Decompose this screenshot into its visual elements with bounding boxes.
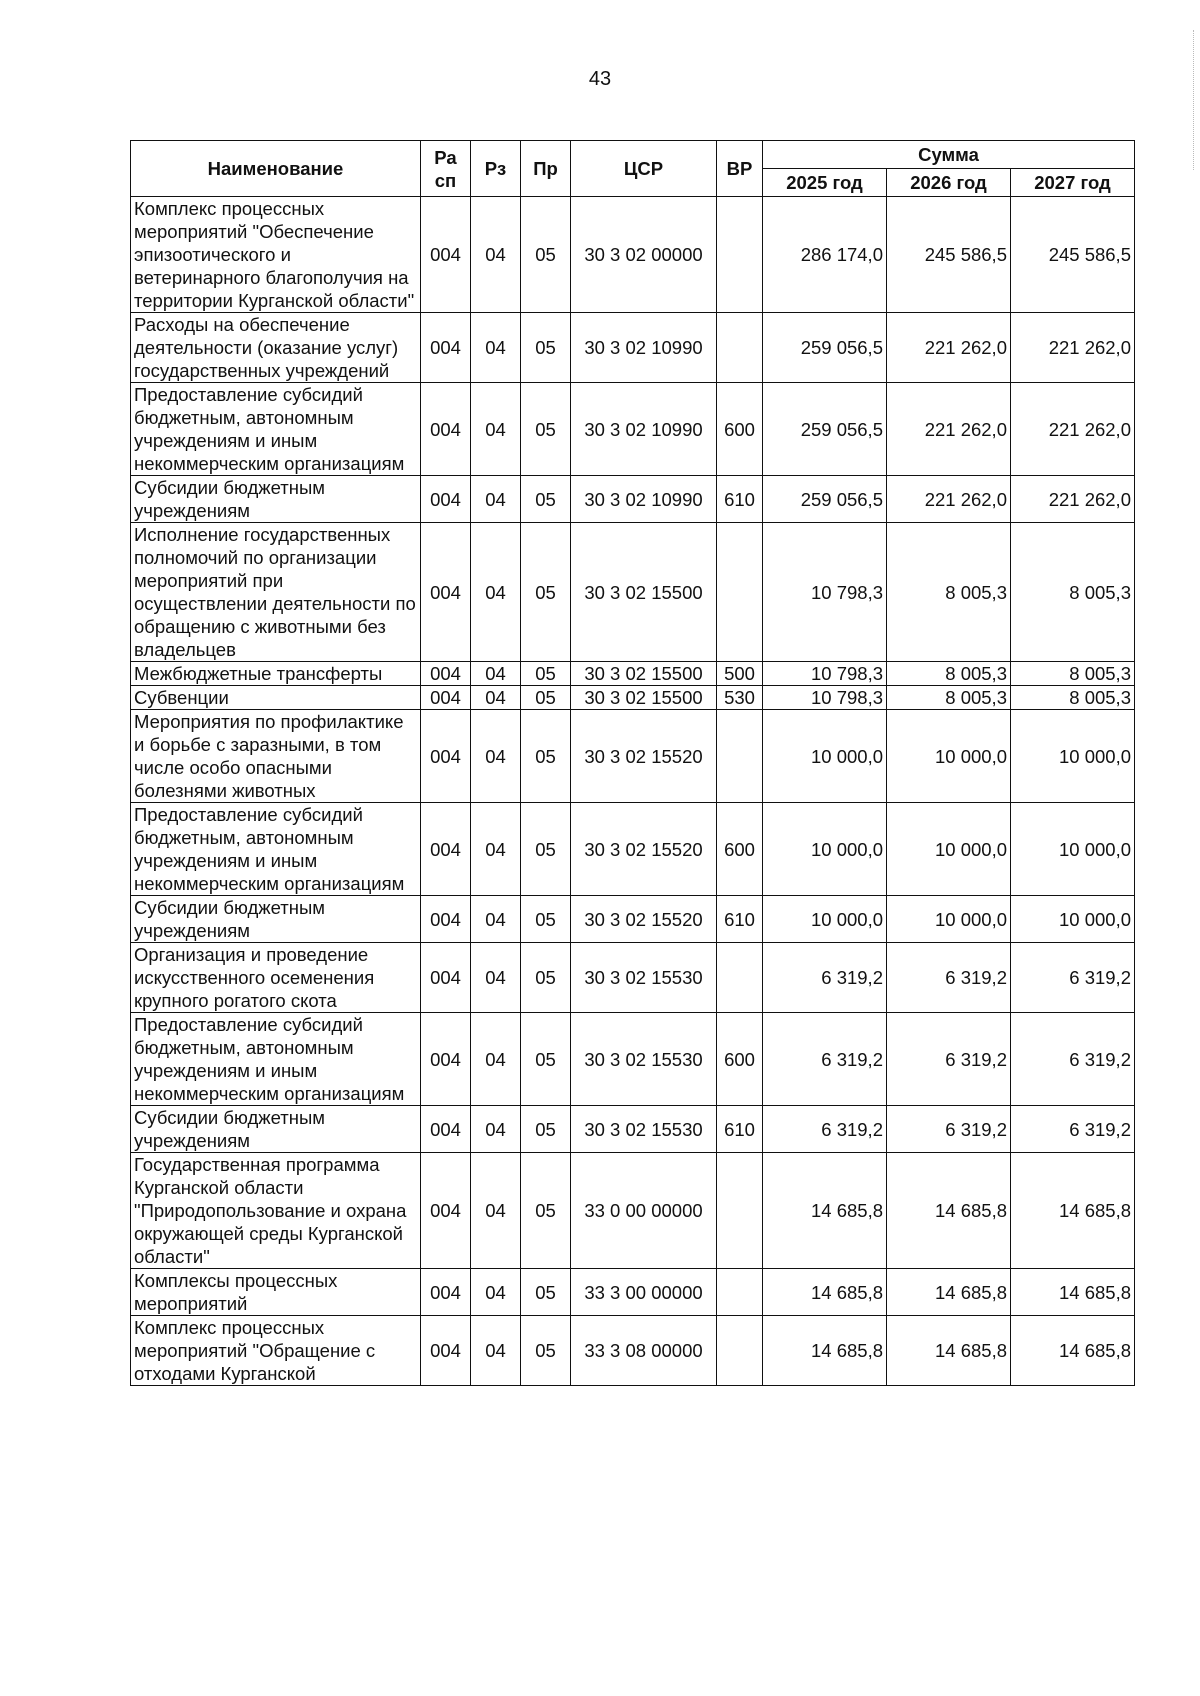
cell-2025: 10 000,0 <box>763 710 887 803</box>
cell-rasp: 004 <box>421 686 471 710</box>
cell-rasp: 004 <box>421 803 471 896</box>
cell-vr <box>717 943 763 1013</box>
cell-vr <box>717 1153 763 1269</box>
cell-name: Субсидии бюджетным учреждениям <box>131 1106 421 1153</box>
cell-rasp: 004 <box>421 1316 471 1386</box>
cell-csr: 30 3 02 15530 <box>571 1106 717 1153</box>
cell-pr: 05 <box>521 383 571 476</box>
cell-rasp: 004 <box>421 1106 471 1153</box>
cell-2027: 221 262,0 <box>1011 383 1135 476</box>
cell-vr <box>717 197 763 313</box>
header-rasp-bottom: сп <box>434 169 457 191</box>
table-row <box>131 1013 1135 1106</box>
header-pr: Пр <box>521 141 571 197</box>
cell-name: Расходы на обеспечение деятельности (оказание услуг) государственных учреждений <box>131 313 421 383</box>
cell-name: Предоставление субсидий бюджетным, автономным учреждениям и иным некоммерческим организациям <box>131 803 421 896</box>
cell-2027: 14 685,8 <box>1011 1316 1135 1386</box>
table-row <box>131 896 1135 943</box>
table-row <box>131 476 1135 523</box>
budget-table <box>130 140 1135 1386</box>
cell-rasp: 004 <box>421 197 471 313</box>
cell-rasp: 004 <box>421 313 471 383</box>
cell-csr: 33 3 00 00000 <box>571 1269 717 1316</box>
cell-rasp: 004 <box>421 1153 471 1269</box>
cell-pr: 05 <box>521 1013 571 1106</box>
cell-name: Субсидии бюджетным учреждениям <box>131 896 421 943</box>
cell-rasp: 004 <box>421 662 471 686</box>
cell-rasp: 004 <box>421 943 471 1013</box>
table-row <box>131 710 1135 803</box>
cell-name: Комплексы процессных мероприятий <box>131 1269 421 1316</box>
cell-csr: 30 3 02 15530 <box>571 1013 717 1106</box>
cell-2026: 14 685,8 <box>887 1153 1011 1269</box>
table-row <box>131 943 1135 1013</box>
cell-vr <box>717 710 763 803</box>
header-2025: 2025 год <box>763 169 887 197</box>
cell-2025: 259 056,5 <box>763 476 887 523</box>
cell-pr: 05 <box>521 313 571 383</box>
page-number: 43 <box>588 68 612 90</box>
cell-rz: 04 <box>471 710 521 803</box>
cell-2027: 14 685,8 <box>1011 1269 1135 1316</box>
cell-pr: 05 <box>521 1106 571 1153</box>
cell-rz: 04 <box>471 523 521 662</box>
cell-2027: 10 000,0 <box>1011 896 1135 943</box>
cell-vr <box>717 313 763 383</box>
cell-rasp: 004 <box>421 896 471 943</box>
table-row <box>131 662 1135 686</box>
cell-csr: 30 3 02 15500 <box>571 523 717 662</box>
cell-pr: 05 <box>521 523 571 662</box>
cell-pr: 05 <box>521 476 571 523</box>
table-body <box>131 197 1135 1386</box>
header-rasp <box>421 141 471 197</box>
cell-2026: 14 685,8 <box>887 1269 1011 1316</box>
cell-2026: 6 319,2 <box>887 1106 1011 1153</box>
header-vr: ВР <box>717 141 763 197</box>
cell-2026: 245 586,5 <box>887 197 1011 313</box>
cell-vr: 610 <box>717 896 763 943</box>
cell-2026: 14 685,8 <box>887 1316 1011 1386</box>
cell-csr: 30 3 02 15530 <box>571 943 717 1013</box>
cell-vr <box>717 1316 763 1386</box>
cell-2027: 6 319,2 <box>1011 1013 1135 1106</box>
table-row <box>131 1316 1135 1386</box>
header-name: Наименование <box>131 141 421 197</box>
table-row <box>131 313 1135 383</box>
header-rasp-top: Ра <box>434 146 457 168</box>
cell-2027: 6 319,2 <box>1011 943 1135 1013</box>
cell-rz: 04 <box>471 1269 521 1316</box>
cell-vr: 600 <box>717 1013 763 1106</box>
table-row <box>131 803 1135 896</box>
cell-rasp: 004 <box>421 523 471 662</box>
cell-csr: 33 3 08 00000 <box>571 1316 717 1386</box>
cell-vr: 610 <box>717 1106 763 1153</box>
cell-2026: 10 000,0 <box>887 896 1011 943</box>
table-header <box>131 141 1135 197</box>
cell-name: Государственная программа Курганской области "Природопользование и охрана окружающей среды Курганской области" <box>131 1153 421 1269</box>
cell-csr: 30 3 02 00000 <box>571 197 717 313</box>
cell-rz: 04 <box>471 662 521 686</box>
cell-rz: 04 <box>471 943 521 1013</box>
header-csr: ЦСР <box>571 141 717 197</box>
cell-2025: 6 319,2 <box>763 1013 887 1106</box>
scan-artifact <box>1193 30 1196 170</box>
cell-pr: 05 <box>521 943 571 1013</box>
table-row <box>131 686 1135 710</box>
cell-2027: 14 685,8 <box>1011 1153 1135 1269</box>
cell-rz: 04 <box>471 896 521 943</box>
cell-rz: 04 <box>471 686 521 710</box>
table-row <box>131 383 1135 476</box>
cell-rasp: 004 <box>421 710 471 803</box>
cell-pr: 05 <box>521 710 571 803</box>
cell-csr: 30 3 02 15500 <box>571 662 717 686</box>
cell-rz: 04 <box>471 1316 521 1386</box>
table-row <box>131 197 1135 313</box>
header-sum: Сумма <box>763 141 1135 169</box>
cell-vr: 600 <box>717 803 763 896</box>
header-rz: Рз <box>471 141 521 197</box>
table-row <box>131 1269 1135 1316</box>
cell-pr: 05 <box>521 197 571 313</box>
cell-rz: 04 <box>471 1013 521 1106</box>
cell-rz: 04 <box>471 476 521 523</box>
cell-name: Межбюджетные трансферты <box>131 662 421 686</box>
cell-2027: 221 262,0 <box>1011 313 1135 383</box>
cell-pr: 05 <box>521 686 571 710</box>
cell-rasp: 004 <box>421 1013 471 1106</box>
cell-name: Организация и проведение искусственного осеменения крупного рогатого скота <box>131 943 421 1013</box>
cell-rz: 04 <box>471 383 521 476</box>
cell-2027: 10 000,0 <box>1011 803 1135 896</box>
cell-2026: 10 000,0 <box>887 803 1011 896</box>
cell-name: Субсидии бюджетным учреждениям <box>131 476 421 523</box>
cell-csr: 30 3 02 15500 <box>571 686 717 710</box>
cell-2026: 221 262,0 <box>887 313 1011 383</box>
cell-2025: 14 685,8 <box>763 1316 887 1386</box>
cell-name: Предоставление субсидий бюджетным, автономным учреждениям и иным некоммерческим организациям <box>131 1013 421 1106</box>
cell-csr: 30 3 02 10990 <box>571 476 717 523</box>
cell-2027: 10 000,0 <box>1011 710 1135 803</box>
cell-2026: 10 000,0 <box>887 710 1011 803</box>
cell-csr: 33 0 00 00000 <box>571 1153 717 1269</box>
cell-rz: 04 <box>471 803 521 896</box>
cell-csr: 30 3 02 10990 <box>571 383 717 476</box>
cell-name: Исполнение государственных полномочий по организации мероприятий при осуществлении деятельности по обращению с животными без владельцев <box>131 523 421 662</box>
cell-2027: 8 005,3 <box>1011 523 1135 662</box>
cell-2026: 221 262,0 <box>887 476 1011 523</box>
header-2026: 2026 год <box>887 169 1011 197</box>
cell-2026: 6 319,2 <box>887 943 1011 1013</box>
cell-2025: 10 798,3 <box>763 662 887 686</box>
cell-vr: 600 <box>717 383 763 476</box>
cell-pr: 05 <box>521 1153 571 1269</box>
cell-pr: 05 <box>521 662 571 686</box>
cell-2025: 259 056,5 <box>763 383 887 476</box>
cell-pr: 05 <box>521 896 571 943</box>
cell-2026: 221 262,0 <box>887 383 1011 476</box>
cell-rz: 04 <box>471 1106 521 1153</box>
cell-2025: 6 319,2 <box>763 1106 887 1153</box>
cell-rasp: 004 <box>421 383 471 476</box>
table-row <box>131 1153 1135 1269</box>
cell-vr: 530 <box>717 686 763 710</box>
cell-rasp: 004 <box>421 1269 471 1316</box>
cell-pr: 05 <box>521 1269 571 1316</box>
cell-2027: 8 005,3 <box>1011 662 1135 686</box>
cell-csr: 30 3 02 15520 <box>571 710 717 803</box>
cell-pr: 05 <box>521 803 571 896</box>
cell-2025: 10 798,3 <box>763 523 887 662</box>
table-row <box>131 1106 1135 1153</box>
table-row <box>131 523 1135 662</box>
cell-2025: 10 000,0 <box>763 896 887 943</box>
cell-2027: 6 319,2 <box>1011 1106 1135 1153</box>
cell-2025: 14 685,8 <box>763 1153 887 1269</box>
cell-2025: 259 056,5 <box>763 313 887 383</box>
cell-pr: 05 <box>521 1316 571 1386</box>
cell-vr <box>717 523 763 662</box>
cell-2025: 10 000,0 <box>763 803 887 896</box>
cell-2027: 245 586,5 <box>1011 197 1135 313</box>
cell-name: Субвенции <box>131 686 421 710</box>
cell-2025: 14 685,8 <box>763 1269 887 1316</box>
cell-name: Комплекс процессных мероприятий "Обращение с отходами Курганской <box>131 1316 421 1386</box>
cell-csr: 30 3 02 10990 <box>571 313 717 383</box>
cell-rz: 04 <box>471 1153 521 1269</box>
cell-vr: 610 <box>717 476 763 523</box>
cell-rz: 04 <box>471 313 521 383</box>
header-2027: 2027 год <box>1011 169 1135 197</box>
cell-2025: 6 319,2 <box>763 943 887 1013</box>
cell-name: Мероприятия по профилактике и борьбе с заразными, в том числе особо опасными болезнями животных <box>131 710 421 803</box>
cell-2026: 6 319,2 <box>887 1013 1011 1106</box>
cell-vr: 500 <box>717 662 763 686</box>
cell-vr <box>717 1269 763 1316</box>
cell-2027: 221 262,0 <box>1011 476 1135 523</box>
cell-2027: 8 005,3 <box>1011 686 1135 710</box>
cell-csr: 30 3 02 15520 <box>571 896 717 943</box>
cell-name: Предоставление субсидий бюджетным, автономным учреждениям и иным некоммерческим организациям <box>131 383 421 476</box>
cell-2025: 10 798,3 <box>763 686 887 710</box>
cell-csr: 30 3 02 15520 <box>571 803 717 896</box>
cell-2026: 8 005,3 <box>887 686 1011 710</box>
cell-rz: 04 <box>471 197 521 313</box>
cell-2025: 286 174,0 <box>763 197 887 313</box>
cell-rasp: 004 <box>421 476 471 523</box>
cell-name: Комплекс процессных мероприятий "Обеспечение эпизоотического и ветеринарного благополучия на территории Курганской области" <box>131 197 421 313</box>
cell-2026: 8 005,3 <box>887 662 1011 686</box>
cell-2026: 8 005,3 <box>887 523 1011 662</box>
